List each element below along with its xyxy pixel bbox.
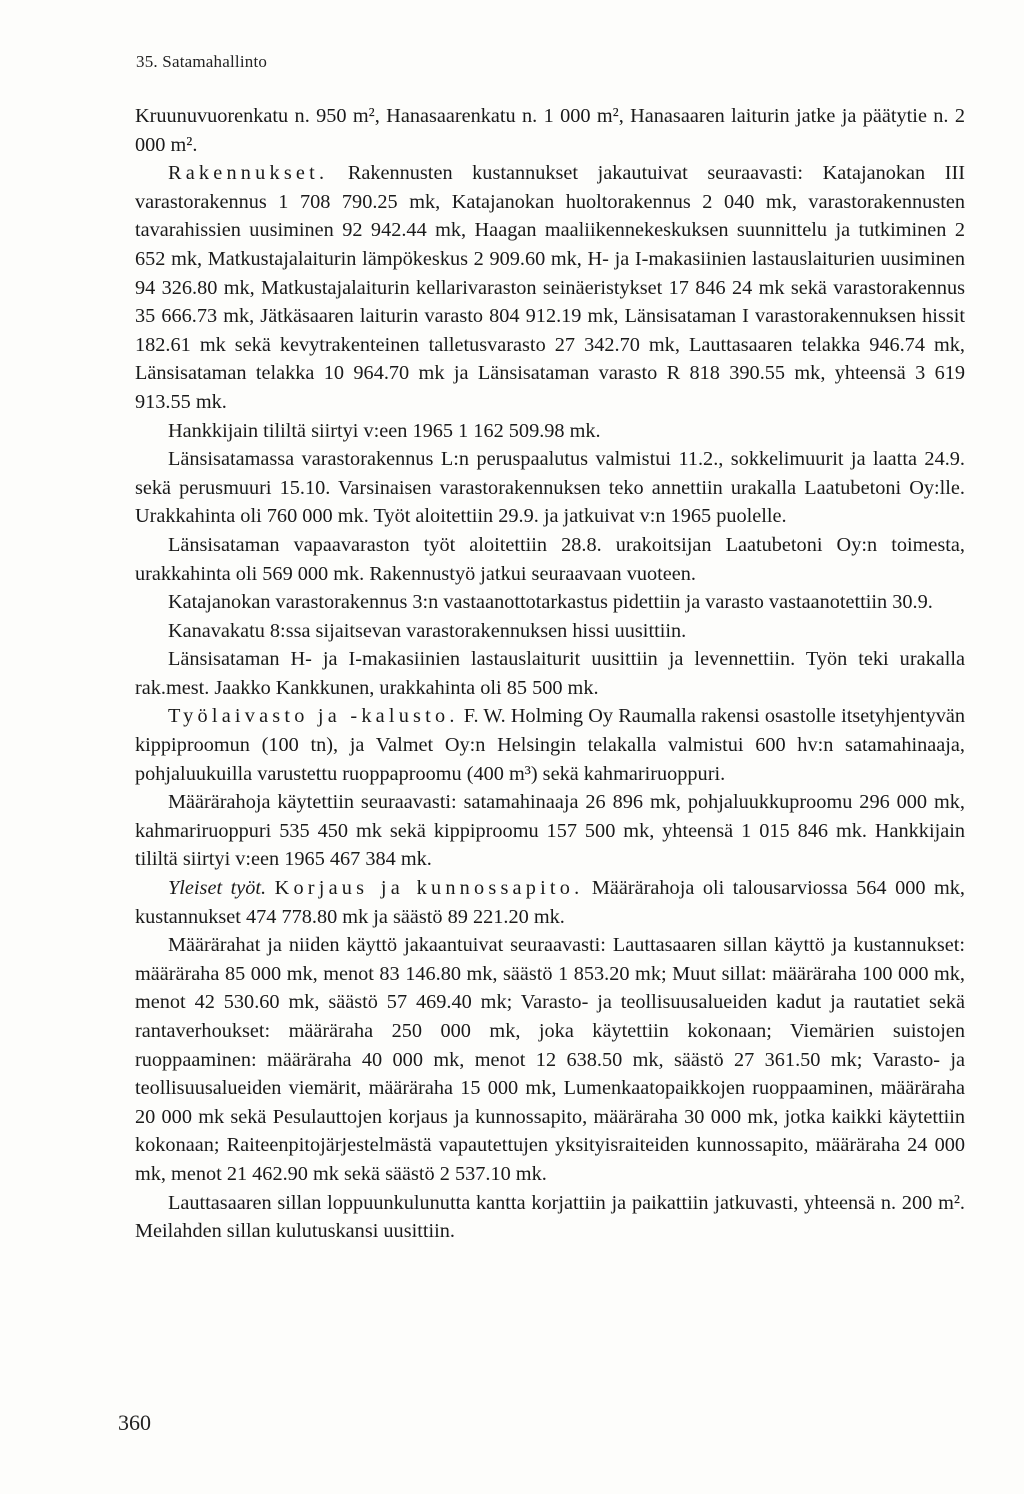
section-heading-repairs: Korjaus ja kunnossapito. (274, 877, 584, 900)
section-heading-buildings: Rakennukset. (168, 162, 329, 185)
paragraph-transfer: Hankkijain tililtä siirtyi v:een 1965 1 162 509.98 mk. (168, 419, 601, 442)
paragraph-appropriations: Määrärahat ja niiden käyttö jakaantuivat seuraavasti: Lauttasaaren sillan käyttö ja kustannukset: määräraha 85 000 mk, menot 83 146.80 mk, säästö 1 853.20 mk; Muut sillat: määräraha 100 000 mk, menot 42 530.60 mk, säästö 57 469.40 mk; Varasto- ja teollisuusalueiden kadut ja rautatiet sekä rantaverhoukset: määräraha 250 000 mk, joka käytettiin kokonaan; Viemärien suistojen ruoppaaminen: määräraha 40 000 mk, menot 12 638.50 mk, säästö 27 361.50 mk; Varasto- ja teollisuusalueiden viemärit, määräraha 15 000 mk, Lumenkaatopaikkojen ruoppaaminen, määräraha 20 000 mk sekä Pesulauttojen korjaus ja kunnossapito, määräraha 30 000 mk, jotka kaikki käytettiin kokonaan; Raiteenpitojärjestelmästä vapautettujen yksityisraiteiden kunnossapito, määräraha 24 000 mk, menot 21 462.90 mk sekä säästö 2 537.10 mk. (135, 934, 965, 1185)
paragraph-katajanokka: Katajanokan varastorakennus 3:n vastaanottotarkastus pidettiin ja varasto vastaanotettiin 30.9. (168, 591, 933, 614)
paragraph-fleet-body: F. W. Holming Oy Raumalla rakensi osastolle itsetyhjentyvän kippiproomun (100 tn), ja Valmet Oy:n Helsingin telakalla valmistui 600 hv:n satamahinaaja, pohjaluukuilla varustettu ruoppaproomu (400 m³) sekä kahmariruoppuri. (135, 705, 965, 785)
paragraph-warehouse-l: Länsisatamassa varastorakennus L:n peruspaalutus valmistui 11.2., sokkelimuurit ja laatta 24.9. sekä perusmuuri 15.10. Varsinaisen varastorakennuksen teko annettiin urakalla Laatubetoni Oy:lle. Urakkahinta oli 760 000 mk. Työt aloitettiin 29.9. ja jatkuivat v:n 1965 puolelle. (135, 448, 965, 528)
paragraph-fleet-costs: Määrärahoja käytettiin seuraavasti: satamahinaaja 26 896 mk, pohjaluukkuproomu 296 000 mk, kahmariruoppuri 535 450 mk sekä kippiproomu 157 500 mk, yhteensä 1 015 846 mk. Hankkijain tililtä siirtyi v:een 1965 467 384 mk. (135, 791, 965, 871)
paragraph-general-works-body: Määrärahoja oli talousarviossa 564 000 mk, kustannukset 474 778.80 mk ja säästö 89 221.20 mk. (135, 877, 965, 928)
body-text (135, 102, 965, 1246)
paragraph-general-works (135, 874, 965, 931)
paragraph-kanavakatu: Kanavakatu 8:ssa sijaitsevan varastorakennuksen hissi uusittiin. (168, 619, 687, 642)
section-heading-general-works: Yleiset työt. (168, 877, 267, 900)
paragraph-loading-docks: Länsisataman H- ja I-makasiinien lastauslaiturit uusittiin ja levennettiin. Työn teki urakalla rak.mest. Jaakko Kankkunen, urakkahinta oli 85 500 mk. (135, 648, 965, 699)
section-heading-fleet: Työlaivasto ja -kalusto. (168, 705, 459, 728)
paragraph-buildings (135, 159, 965, 416)
paragraph-bridges: Lauttasaaren sillan loppuunkulunutta kantta korjattiin ja paikattiin jatkuvasti, yhteensä n. 200 m². Meilahden sillan kulutuskansi uusittiin. (135, 1191, 965, 1243)
paragraph-free-warehouse: Länsisataman vapaavaraston työt aloitettiin 28.8. urakoitsijan Laatubetoni Oy:n toimesta, urakkahinta oli 569 000 mk. Rakennustyö jatkui seuraavaan vuoteen. (135, 533, 965, 585)
paragraph-buildings-body: Rakennusten kustannukset jakautuivat seuraavasti: Katajanokan III varastorakennus 1 708 790.25 mk, Katajanokan huoltorakennus 2 040 mk, varastorakennusten tavarahissien uusiminen 92 942.44 mk, Haagan maaliikennekeskuksen suunnittelu ja tutkiminen 2 652 mk, Matkustajalaiturin lämpökeskus 2 909.60 mk, H- ja I-makasiinien lastauslaiturien uusiminen 94 326.80 mk, Matkustajalaiturin kellarivaraston seinäeristykset 17 846 24 mk sekä varastorakennus 35 666.73 mk, Jätkäsaaren laiturin varasto 804 912.19 mk, Länsisataman I varastorakennuksen hissit 182.61 mk sekä kevytrakenteinen talletusvarasto 27 342.70 mk, Lauttasaaren telakka 946.74 mk, Länsisataman telakka 10 964.70 mk ja Länsisataman varasto R 818 390.55 mk, yhteensä 3 619 913.55 mk. (135, 162, 965, 413)
page-number: 360 (118, 1410, 151, 1435)
running-head: 35. Satamahallinto (136, 52, 268, 71)
paragraph-streets: Kruunuvuorenkatu n. 950 m², Hanasaarenkatu n. 1 000 m², Hanasaaren laiturin jatke ja päätytie n. 2 000 m². (135, 105, 965, 156)
paragraph-fleet (135, 702, 965, 788)
